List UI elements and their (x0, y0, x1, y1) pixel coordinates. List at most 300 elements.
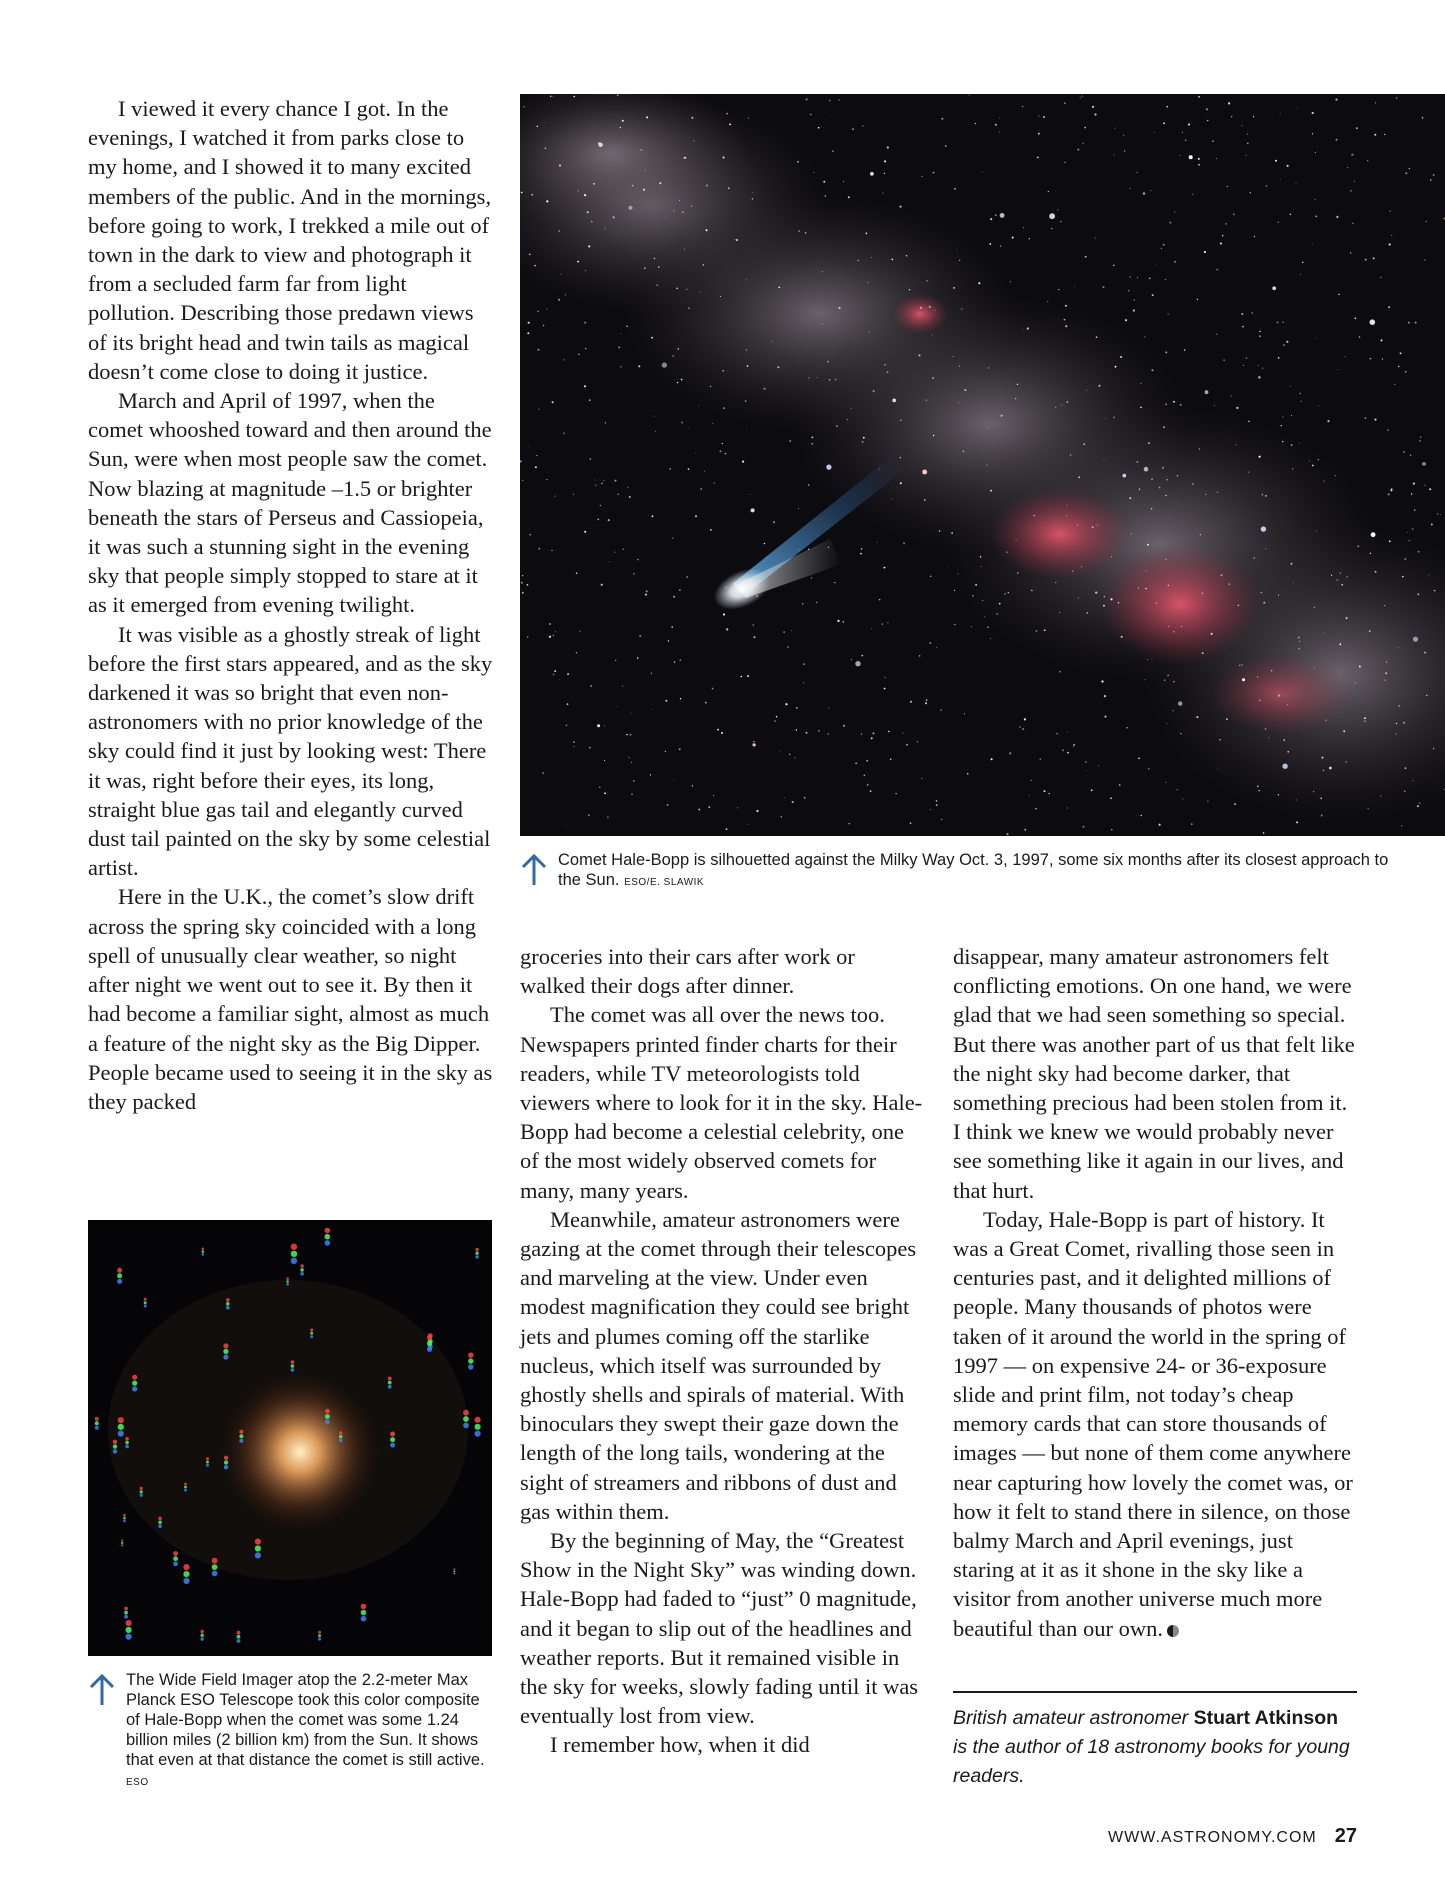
star (1202, 652, 1204, 654)
star (1261, 526, 1266, 531)
star (1413, 780, 1414, 781)
star (756, 810, 758, 812)
star (700, 488, 702, 490)
star (1166, 106, 1168, 108)
star (534, 265, 536, 267)
star-trail-dot (291, 1251, 297, 1257)
star (1242, 326, 1244, 328)
star (1257, 786, 1259, 788)
star-trail-dot (126, 1627, 132, 1633)
star (999, 118, 1000, 119)
star (746, 279, 747, 280)
star (887, 371, 889, 373)
star (584, 385, 586, 387)
star (1173, 710, 1174, 711)
star (826, 465, 831, 470)
star (673, 596, 675, 598)
star (601, 584, 603, 586)
star (818, 127, 820, 129)
star-trail-dot (224, 1465, 228, 1469)
star (537, 126, 539, 128)
star (884, 567, 886, 569)
star (578, 191, 579, 192)
star (555, 631, 556, 632)
article-column-3 (953, 942, 1357, 1643)
star (549, 623, 551, 625)
star (644, 267, 646, 269)
star (1104, 460, 1105, 461)
star (1086, 770, 1087, 771)
star (559, 680, 560, 681)
star-trail-dot (183, 1578, 189, 1584)
star (1177, 475, 1179, 477)
star (573, 96, 575, 98)
star-trail-dot (202, 1250, 205, 1253)
star (1065, 305, 1067, 307)
star (1389, 540, 1391, 542)
star-trail-dot (201, 1630, 204, 1633)
star (986, 464, 987, 465)
star (1369, 630, 1371, 632)
star (1083, 826, 1085, 828)
star (551, 550, 552, 551)
star-trail-dot (318, 1634, 321, 1637)
star (838, 307, 840, 309)
star (748, 118, 749, 119)
star (654, 258, 655, 259)
star-trail-dot (117, 1279, 122, 1284)
star (787, 646, 789, 648)
star (971, 626, 972, 627)
star (1131, 533, 1132, 534)
star (646, 590, 648, 592)
star (1322, 757, 1324, 759)
star (594, 480, 595, 481)
star (1265, 728, 1267, 730)
star (1189, 155, 1193, 159)
star (996, 613, 997, 614)
star (902, 755, 903, 756)
star (843, 621, 845, 623)
star (1206, 108, 1208, 110)
star (615, 552, 616, 553)
star (746, 349, 747, 350)
star (929, 306, 931, 308)
star (1174, 261, 1176, 263)
star (651, 337, 653, 339)
star (995, 214, 997, 216)
star (1144, 336, 1145, 337)
star (1148, 442, 1150, 444)
star (1019, 726, 1020, 727)
star (921, 778, 922, 779)
star-trail-dot (325, 1414, 330, 1419)
star-trail-dot (118, 1424, 124, 1430)
star (1113, 265, 1115, 267)
star (639, 635, 641, 637)
star (1047, 301, 1048, 302)
star (1430, 179, 1431, 180)
star-trail-dot (310, 1335, 313, 1338)
star (1365, 417, 1367, 419)
star (884, 160, 886, 162)
star (910, 822, 912, 824)
star-trail-dot (124, 1607, 128, 1611)
star (677, 382, 678, 383)
star (1368, 808, 1369, 809)
star (832, 150, 834, 152)
star (1280, 113, 1281, 114)
star (1280, 179, 1281, 180)
star (864, 775, 866, 777)
star (604, 228, 605, 229)
star (573, 741, 575, 743)
star (1216, 334, 1217, 335)
star (862, 125, 863, 126)
star (785, 703, 787, 705)
star (652, 709, 653, 710)
star (713, 795, 714, 796)
star (1278, 695, 1280, 697)
star (1083, 443, 1085, 445)
star-trail-dot (118, 1417, 124, 1423)
star (871, 257, 872, 258)
caption-arrow-icon (88, 1672, 116, 1706)
star (984, 616, 985, 617)
star (933, 172, 935, 174)
star (1169, 222, 1171, 224)
star (1374, 134, 1376, 136)
star (822, 271, 823, 272)
photo-caption (88, 1670, 488, 1793)
star (1024, 718, 1026, 720)
star (1098, 766, 1099, 767)
star (1384, 134, 1385, 135)
star (1182, 799, 1183, 800)
star-trail-dot (388, 1381, 392, 1385)
star (855, 661, 860, 666)
star (552, 401, 554, 403)
star-trail-dot (300, 1268, 304, 1272)
star (1407, 532, 1408, 533)
star (876, 542, 877, 543)
star (1422, 462, 1426, 466)
star (753, 624, 754, 625)
star (1147, 659, 1148, 660)
star (843, 725, 845, 727)
star (990, 490, 992, 492)
star (632, 185, 634, 187)
star (618, 346, 620, 348)
star (1275, 160, 1277, 162)
star (1022, 728, 1024, 730)
star (745, 400, 747, 402)
star (1180, 155, 1181, 156)
star (957, 250, 958, 251)
star (1207, 120, 1209, 122)
star (1192, 194, 1193, 195)
star (629, 496, 631, 498)
star (1125, 319, 1127, 321)
star (922, 176, 923, 177)
star (870, 172, 874, 176)
paragraph: disappear, many amateur astronomers felt conflicting emotions. On one hand, we were glad that we had seen something so special. But there was another part of us that felt like the night sky had become darker, that something precious had been stolen from it. I think we knew we would probably never see something like it again in our lives, and that hurt. (953, 944, 1355, 1203)
star (1143, 192, 1145, 194)
star (796, 729, 797, 730)
star-trail-dot (325, 1234, 331, 1240)
star (712, 423, 713, 424)
star (1211, 633, 1213, 635)
star (522, 592, 524, 594)
paragraph: I viewed it every chance I got. In the evenings, I watched it from parks close to my home, and I showed it to many excited members of the public. And in the mornings, before going to work, I trekked a mile out of town in the dark to view and photograph it from a secluded farm far from light pollution. Describing those predawn views of its bright head and twin tails as magical doesn’t come close to doing it justice. (88, 96, 492, 384)
star-trail-dot (237, 1635, 241, 1639)
star (1184, 349, 1186, 351)
star (1248, 472, 1249, 473)
star-trail-dot (475, 1424, 481, 1430)
star (884, 364, 885, 365)
paragraph (953, 1205, 1357, 1643)
star-trail-dot (206, 1457, 209, 1460)
star (546, 479, 547, 480)
star (603, 480, 604, 481)
star (604, 760, 605, 761)
star (1146, 570, 1147, 571)
star (1364, 721, 1365, 722)
star (867, 784, 869, 786)
star (1147, 544, 1149, 546)
star (617, 94, 619, 96)
star-trail-dot (325, 1409, 330, 1414)
star (1126, 727, 1127, 728)
star (544, 122, 545, 123)
star-trail-dot (95, 1417, 99, 1421)
star (1316, 530, 1317, 531)
star (549, 636, 551, 638)
star (1413, 483, 1415, 485)
star (1134, 299, 1135, 300)
paragraph: It was visible as a ghostly streak of light before the first stars appeared, and as the sky darkened it was so bright that even non-astronomers with no prior knowledge of the sky could find it just by looking west: There it was, right before their eyes, its long, straight blue gas tail and elegantly curved dust tail painted on the sky by some celestial artist. (88, 621, 493, 881)
star (1315, 216, 1317, 218)
star-trail-dot (158, 1521, 162, 1525)
star (1259, 790, 1260, 791)
star-trail-dot (126, 1634, 132, 1640)
star (1012, 237, 1014, 239)
star (1415, 322, 1417, 324)
star (870, 790, 872, 792)
star (681, 422, 683, 424)
star (1384, 605, 1385, 606)
star (1391, 488, 1392, 489)
star-trail-dot (325, 1419, 330, 1424)
star (798, 230, 800, 232)
star (1246, 357, 1248, 359)
star (1396, 97, 1397, 98)
star-trail-dot (158, 1524, 162, 1528)
star (1346, 576, 1347, 577)
star (1254, 236, 1255, 237)
star (1346, 617, 1348, 619)
star (1355, 683, 1356, 684)
star (1291, 563, 1293, 565)
star (524, 106, 525, 107)
star (682, 211, 684, 213)
star (1078, 598, 1079, 599)
star-trail-dot (212, 1571, 218, 1577)
star (726, 828, 728, 830)
star (1070, 454, 1071, 455)
star (869, 331, 870, 332)
star (1309, 461, 1310, 462)
star (652, 515, 654, 517)
star (674, 661, 675, 662)
star (554, 496, 555, 497)
star (1278, 357, 1280, 359)
star (705, 702, 707, 704)
star (1398, 647, 1399, 648)
star (1402, 576, 1404, 578)
star-trail-dot (144, 1305, 147, 1308)
star (723, 613, 725, 615)
star (811, 577, 812, 578)
star (1302, 262, 1304, 264)
star (1238, 605, 1240, 607)
star (1278, 794, 1279, 795)
star (1191, 823, 1193, 825)
star (861, 734, 862, 735)
star (1433, 748, 1434, 749)
star (1417, 805, 1419, 807)
star (858, 260, 859, 261)
star (1287, 165, 1289, 167)
star (1354, 181, 1355, 182)
star (671, 626, 673, 628)
star (1219, 739, 1220, 740)
star (646, 116, 648, 118)
star (906, 744, 908, 746)
star (763, 388, 765, 390)
star (1110, 797, 1112, 799)
star (1265, 548, 1266, 549)
star (1359, 666, 1361, 668)
star-trail-dot (123, 1517, 126, 1520)
star (818, 730, 820, 732)
star-trail-dot (113, 1440, 117, 1444)
star (1173, 401, 1175, 403)
star (900, 482, 902, 484)
star (1080, 97, 1081, 98)
star-trail-dot (132, 1381, 137, 1386)
star (1290, 214, 1292, 216)
star (1345, 356, 1346, 357)
star (1431, 524, 1433, 526)
star (750, 494, 751, 495)
star (538, 311, 539, 312)
star (708, 806, 710, 808)
star (926, 280, 928, 282)
star (1375, 102, 1376, 103)
star (553, 635, 554, 636)
star (1418, 593, 1420, 595)
star (521, 582, 523, 584)
star (1096, 336, 1098, 338)
star (1231, 396, 1232, 397)
star (686, 576, 688, 578)
star (1337, 580, 1338, 581)
star (1350, 252, 1351, 253)
star (1010, 281, 1011, 282)
star (1036, 630, 1038, 632)
star (1268, 737, 1269, 738)
star (1057, 209, 1058, 210)
star (1404, 558, 1406, 560)
star (725, 453, 726, 454)
star (1373, 258, 1375, 260)
star (803, 272, 804, 273)
star-trail-dot (183, 1564, 189, 1570)
bio-prefix: British amateur astronomer (953, 1707, 1189, 1729)
star (935, 310, 936, 311)
star (1151, 190, 1152, 191)
star (622, 686, 623, 687)
star-trail-dot (158, 1517, 162, 1521)
star-trail-dot (226, 1298, 230, 1302)
star (528, 322, 530, 324)
paragraph: March and April of 1997, when the comet whooshed toward and then around the Sun, were when most people saw the comet. Now blazing at magnitude –1.5 or brighter beneath the stars of Perseus and Cassiopeia, it was such a stunning sight in the evening sky that people simply stopped to stare at it as it emerged from evening twilight. (88, 388, 492, 618)
star (1064, 319, 1066, 321)
star (538, 548, 540, 550)
star (1004, 593, 1005, 594)
star (591, 221, 593, 223)
star (1228, 102, 1230, 104)
star (795, 757, 796, 758)
star-trail-dot (226, 1306, 230, 1310)
star (1391, 489, 1393, 491)
star (542, 772, 544, 774)
star (622, 120, 624, 122)
star (637, 559, 639, 561)
milky-way-comet-photo (520, 94, 1445, 836)
star (774, 720, 776, 722)
star (1207, 801, 1208, 802)
star (1044, 629, 1046, 631)
paragraph: The comet was all over the news too. Newspapers printed finder charts for their readers, while TV meteorologists told viewers where to look for it in the sky. Hale-Bopp had become a celestial celebrity, one of the most widely observed comets for many, many years. (520, 1002, 923, 1203)
star (1433, 174, 1435, 176)
star-trail-dot (286, 1283, 289, 1286)
star (798, 508, 799, 509)
star (704, 471, 705, 472)
star (1113, 417, 1115, 419)
star (1198, 96, 1200, 98)
star (796, 707, 798, 709)
star (1296, 800, 1297, 801)
star (806, 732, 808, 734)
star (1159, 824, 1161, 826)
star (883, 193, 884, 194)
star (926, 699, 928, 701)
star (1282, 322, 1283, 323)
star-trail-dot (339, 1435, 342, 1438)
star (1241, 313, 1243, 315)
star-trail-dot (286, 1280, 289, 1283)
star (655, 431, 656, 432)
star (1429, 488, 1431, 490)
star (547, 309, 548, 310)
star (747, 675, 749, 677)
article-column-1 (88, 94, 493, 1116)
star (723, 370, 724, 371)
star (1398, 366, 1400, 368)
star (1059, 671, 1061, 673)
